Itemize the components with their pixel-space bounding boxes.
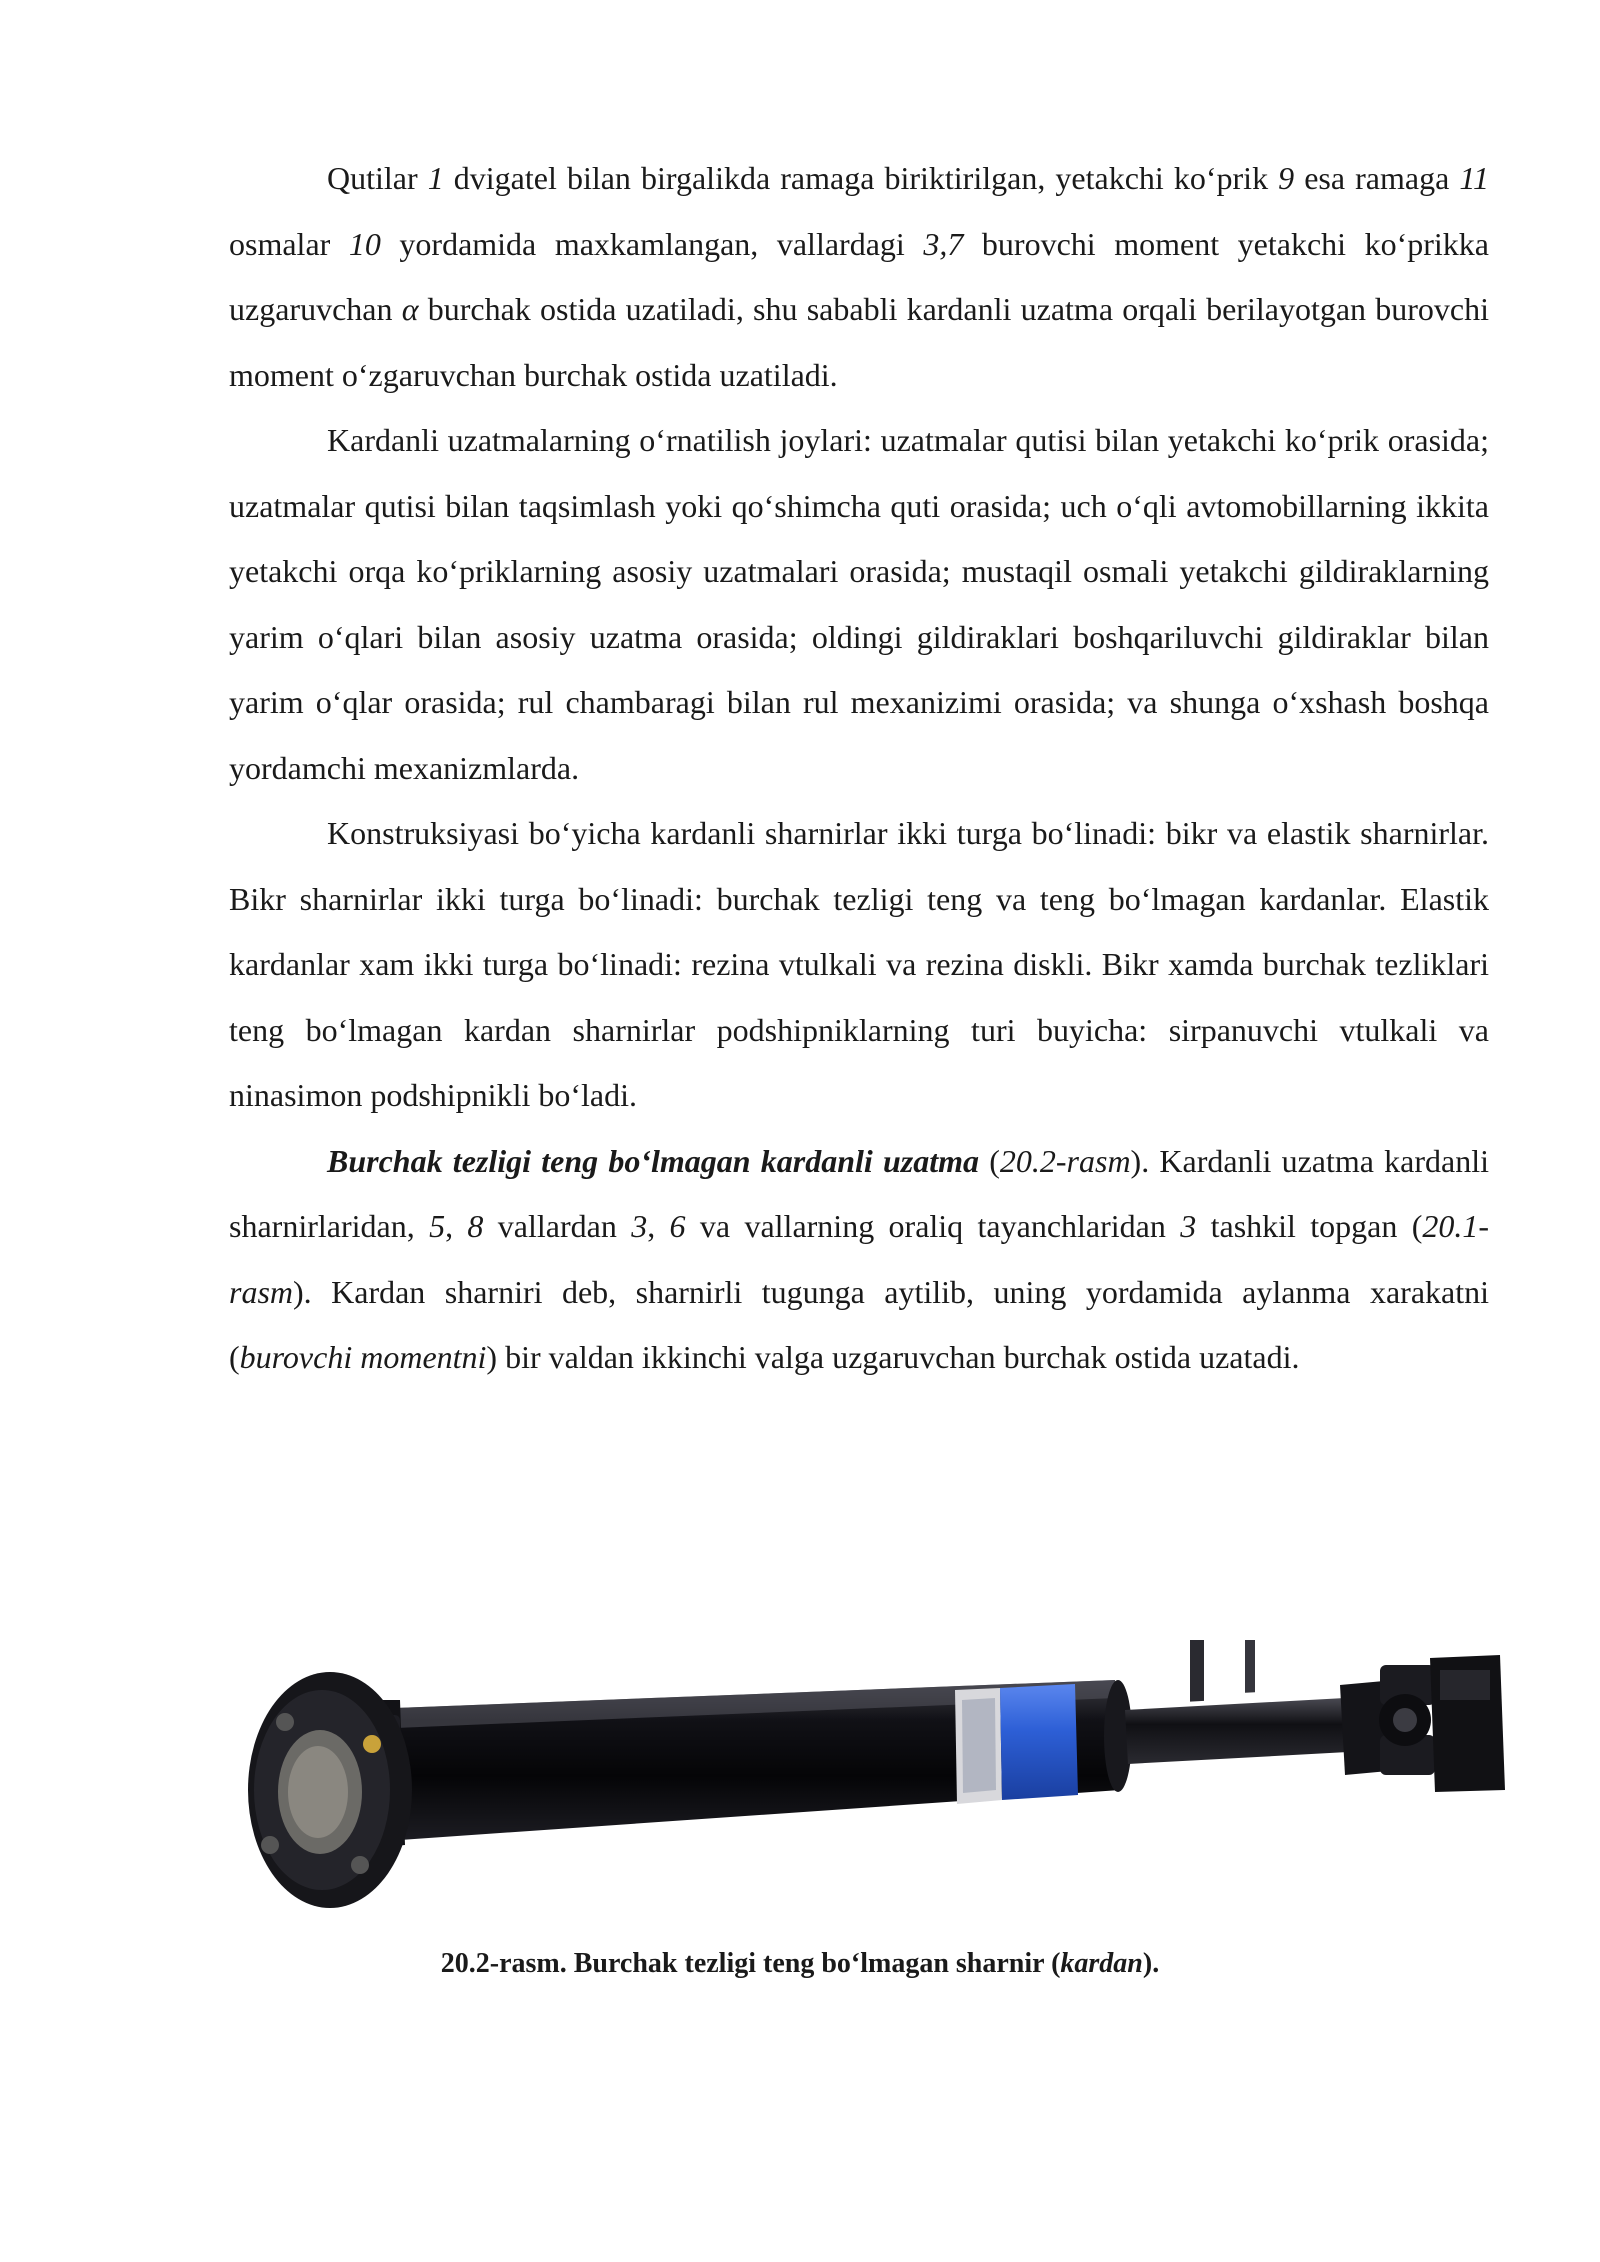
text-run: va vallarning oraliq tayanchlaridan [685, 1208, 1181, 1244]
text-run: 6 [669, 1208, 686, 1244]
text-run: 9 [1278, 160, 1295, 196]
text-run: α [401, 291, 419, 327]
paragraph [229, 801, 1489, 1129]
text-run: burovchi momentni [239, 1339, 487, 1375]
text-run: 3,7 [923, 225, 964, 262]
text-run: 11 [1459, 160, 1490, 196]
text-run: 3 [1180, 1208, 1197, 1244]
text-run: Qutilar [327, 160, 428, 196]
text-run: ). Kardanli uzatma kardanli sharnirlaridan, [229, 1142, 1489, 1244]
text-run: 10 [348, 225, 381, 262]
blue-band [1000, 1684, 1078, 1800]
text-run: ). Kardan sharniri deb, sharnirli tugunga aytilib, uning yordamida aylanma xarakatni ( [229, 1273, 1489, 1375]
text-run: 8 [467, 1208, 484, 1244]
label-sticker [955, 1688, 1002, 1804]
thin-shaft [1125, 1640, 1348, 1764]
text-run: 20.1-rasm [229, 1208, 1490, 1310]
text-run: osmalar [229, 225, 349, 262]
text-run: ( [979, 1142, 1000, 1179]
caption-end: ). [1142, 1948, 1160, 1979]
text-run: burovchi moment yetakchi ko‘prikka uzgaruvchan [229, 225, 1490, 327]
drive-shaft-figure [0, 1640, 1600, 1920]
text-run: yordamida maxkamlangan, vallardagi [380, 225, 924, 262]
text-run: Konstruksiyasi bo‘yicha kardanli sharnirlar ikki turga bo‘linadi: bikr va elastik sharnirlar. Bikr sharnirlar ikki turga bo‘linadi: burchak tezligi teng va teng bo‘lmagan kardanlar. Elastik kardanlar xam ikki turga bo‘linadi: rezina vtulkali va rezina diskli. Bikr xamda burchak tezliklari teng bo‘lmagan kardan sharnirlar podshipniklarning turi buyicha: sirpanuvchi vtulkali va ninasimon podshipnikli bo‘ladi. [229, 815, 1489, 1113]
paragraph [229, 408, 1489, 801]
caption-italic: kardan [1060, 1948, 1143, 1979]
right-u-joint [1340, 1655, 1505, 1792]
text-run: Burchak tezligi teng bo‘lmagan kardanli uzatma [327, 1142, 980, 1179]
caption-main: 20.2-rasm. Burchak tezligi teng bo‘lmagan sharnir ( [440, 1948, 1061, 1979]
figure-caption [0, 1948, 1600, 1980]
text-run: , [445, 1208, 468, 1244]
text-run: vallardan [483, 1208, 632, 1244]
text-run: tashkil topgan ( [1196, 1208, 1423, 1244]
paragraph [229, 146, 1489, 408]
left-flange [248, 1672, 412, 1908]
text-run: 3 [631, 1208, 648, 1244]
text-run: , [647, 1208, 670, 1244]
text-run: burchak ostida uzatiladi, shu sababli kardanli uzatma orqali berilayotgan burovchi moment o‘zgaruvchan burchak ostida uzatiladi. [229, 291, 1489, 393]
text-run: 5 [429, 1208, 446, 1244]
text-run: ) bir valdan ikkinchi valga uzgaruvchan burchak ostida uzatadi. [486, 1339, 1300, 1375]
text-run: 1 [427, 160, 444, 196]
drive-shaft-illustration [0, 1640, 1600, 1920]
body-text [229, 146, 1489, 1391]
text-run: Kardanli uzatmalarning o‘rnatilish joylari: uzatmalar qutisi bilan yetakchi ko‘prik orasida; uzatmalar qutisi bilan taqsimlash yoki qo‘shimcha quti orasida; uch o‘qli avtomobillarning ikkita yetakchi orqa ko‘priklarning asosiy uzatmalari orasida; mustaqil osmali yetakchi gildiraklarning yarim o‘qlari bilan asosiy uzatma orasida; oldingi gildiraklari boshqariluvchi gildiraklar bilan yarim o‘qlar orasida; rul chambaragi bilan rul mexanizimi orasida; va shunga o‘xshash boshqa yordamchi mexanizmlarda. [229, 422, 1489, 786]
text-run: esa ramaga [1294, 160, 1460, 196]
text-run: 20.2-rasm [999, 1142, 1131, 1179]
text-run: dvigatel bilan birgalikda ramaga biriktirilgan, yetakchi ko‘prik [443, 160, 1279, 196]
paragraph [229, 1129, 1489, 1391]
